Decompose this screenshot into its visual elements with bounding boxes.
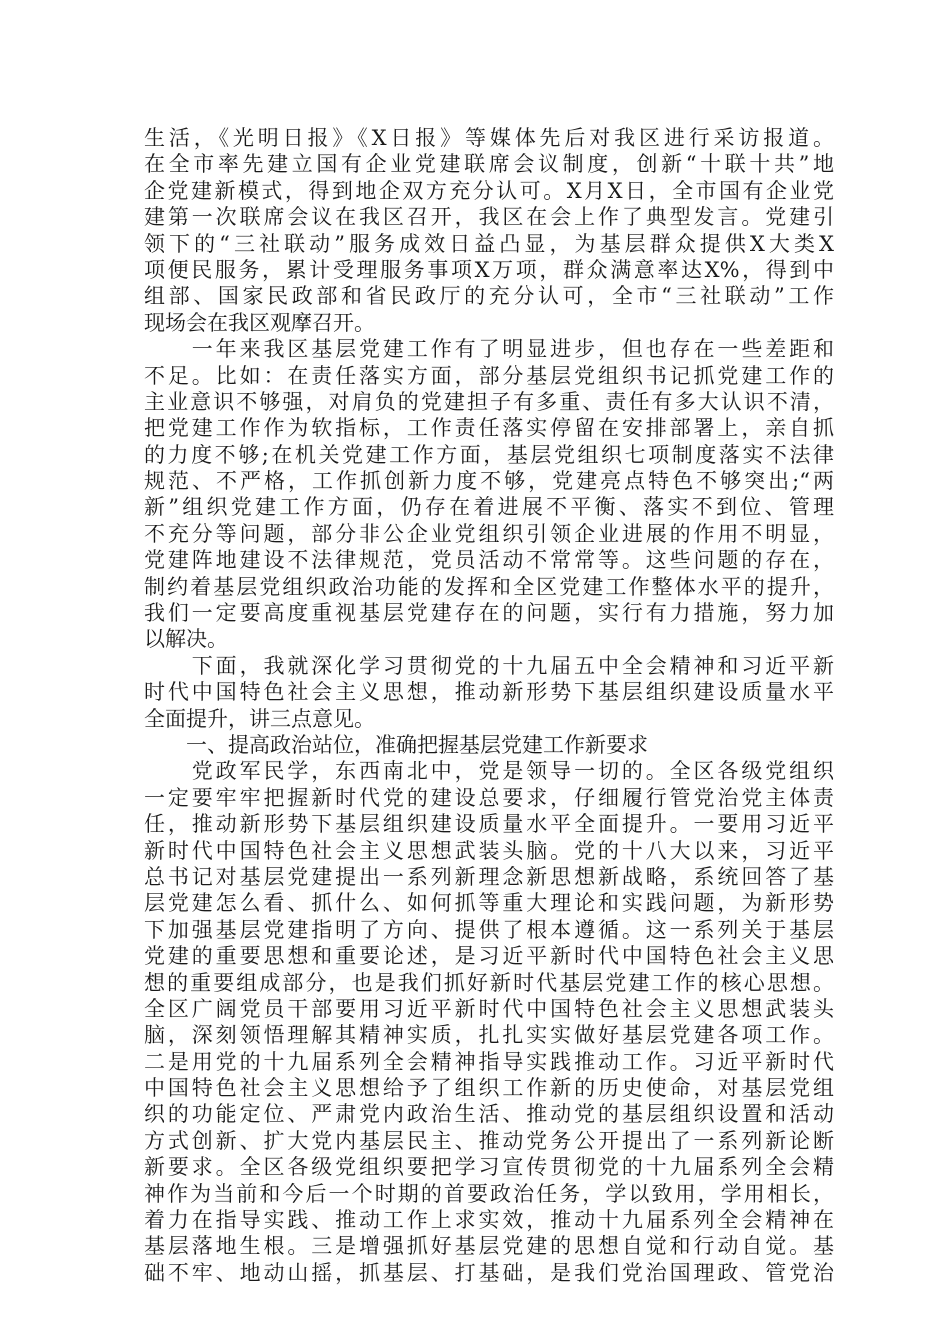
text-line: 着力在指导实践、推动工作上求实效，推动十九届系列全会精神在: [144, 1208, 834, 1233]
text-line: 党政军民学，东西南北中，党是领导一切的。全区各级党组织: [144, 759, 834, 784]
text-line: 二是用党的十九届系列全会精神指导实践推动工作。习近平新时代: [144, 1049, 834, 1074]
text-line: 建第一次联席会议在我区召开，我区在会上作了典型发言。党建引: [144, 205, 834, 230]
text-line: 的力度不够;在机关党建工作方面，基层党组织七项制度落实不法律: [144, 442, 834, 467]
text-line: 在全市率先建立国有企业党建联席会议制度，创新“十联十共”地: [144, 152, 834, 177]
text-line: 基层落地生根。三是增强抓好基层党建的思想自觉和行动自觉。基: [144, 1234, 834, 1259]
text-line: 脑，深刻领悟理解其精神实质，扎扎实实做好基层党建各项工作。: [144, 1023, 834, 1048]
text-line: 不足。比如：在责任落实方面，部分基层党组织书记抓党建工作的: [144, 363, 834, 388]
text-line: 企党建新模式，得到地企双方充分认可。X月X日，全市国有企业党: [144, 178, 834, 203]
text-line: 现场会在我区观摩召开。: [144, 310, 375, 335]
text-line: 把党建工作作为软指标，工作责任落实停留在安排部署上，亲自抓: [144, 416, 834, 441]
text-line: 全区广阔党员干部要用习近平新时代中国特色社会主义思想武装头: [144, 996, 834, 1021]
text-line: 项便民服务，累计受理服务事项X万项，群众满意率达X%，得到中: [144, 257, 834, 282]
text-line: 新”组织党建工作方面，仍存在着进展不平衡、落实不到位、管理: [144, 495, 834, 520]
text-line: 织的功能定位、严肃党内政治生活、推动党的基层组织设置和活动: [144, 1102, 834, 1127]
text-line: 础不牢、地动山摇，抓基层、打基础，是我们党治国理政、管党治: [144, 1260, 834, 1285]
text-line: 以解决。: [144, 627, 228, 652]
text-line: 我们一定要高度重视基层党建存在的问题，实行有力措施，努力加: [144, 601, 834, 626]
text-line: 层党建怎么看、抓什么、如何抓等重大理论和实践问题，为新形势: [144, 891, 834, 916]
text-line: 任，推动新形势下基层组织建设质量水平全面提升。一要用习近平: [144, 812, 834, 837]
text-line: 时代中国特色社会主义思想，推动新形势下基层组织建设质量水平: [144, 680, 834, 705]
text-line: 生活，《光明日报》《X日报》等媒体先后对我区进行采访报道。: [144, 126, 834, 150]
text-line: 方式创新、扩大党内基层民主、推动党务公开提出了一系列新论断: [144, 1128, 834, 1153]
document-body: [144, 125, 834, 1286]
text-line: 新时代中国特色社会主义思想武装头脑。党的十八大以来，习近平: [144, 838, 834, 863]
text-line: 神作为当前和今后一个时期的首要政治任务，学以致用，学用相长，: [144, 1181, 834, 1206]
text-line: 一定要牢牢把握新时代党的建设总要求，仔细履行管党治党主体责: [144, 785, 834, 810]
text-line: 想的重要组成部分，也是我们抓好新时代基层党建工作的核心思想。: [144, 970, 834, 995]
text-line: 全面提升，讲三点意见。: [144, 706, 375, 731]
text-line: 一、提高政治站位，准确把握基层党建工作新要求: [144, 732, 648, 757]
text-line: 主业意识不够强，对肩负的党建担子有多重、责任有多大认识不清，: [144, 389, 834, 414]
text-line: 下加强基层党建指明了方向、提供了根本遵循。这一系列关于基层: [144, 917, 834, 942]
text-line: 不充分等问题，部分非公企业党组织引领企业进展的作用不明显，: [144, 521, 834, 546]
text-line: 制约着基层党组织政治功能的发挥和全区党建工作整体水平的提升，: [144, 574, 834, 599]
text-line: 新要求。全区各级党组织要把学习宣传贯彻党的十九届系列全会精: [144, 1155, 834, 1180]
text-line: 下面，我就深化学习贯彻党的十九届五中全会精神和习近平新: [144, 653, 834, 678]
text-line: 中国特色社会主义思想给予了组织工作新的历史使命，对基层党组: [144, 1076, 834, 1101]
text-line: 领下的“三社联动”服务成效日益凸显，为基层群众提供X大类X: [144, 231, 834, 256]
text-line: 党建阵地建设不法律规范，党员活动不常常等。这些问题的存在，: [144, 548, 834, 573]
text-line: 总书记对基层党建提出一系列新理念新思想新战略，系统回答了基: [144, 864, 834, 889]
text-line: 一年来我区基层党建工作有了明显进步，但也存在一些差距和: [144, 337, 834, 362]
text-line: 组部、国家民政部和省民政厅的充分认可，全市“三社联动”工作: [144, 284, 834, 309]
text-line: 党建的重要思想和重要论述，是习近平新时代中国特色社会主义思: [144, 944, 834, 969]
text-line: 规范、不严格，工作抓创新力度不够，党建亮点特色不够突出;“两: [144, 469, 834, 494]
